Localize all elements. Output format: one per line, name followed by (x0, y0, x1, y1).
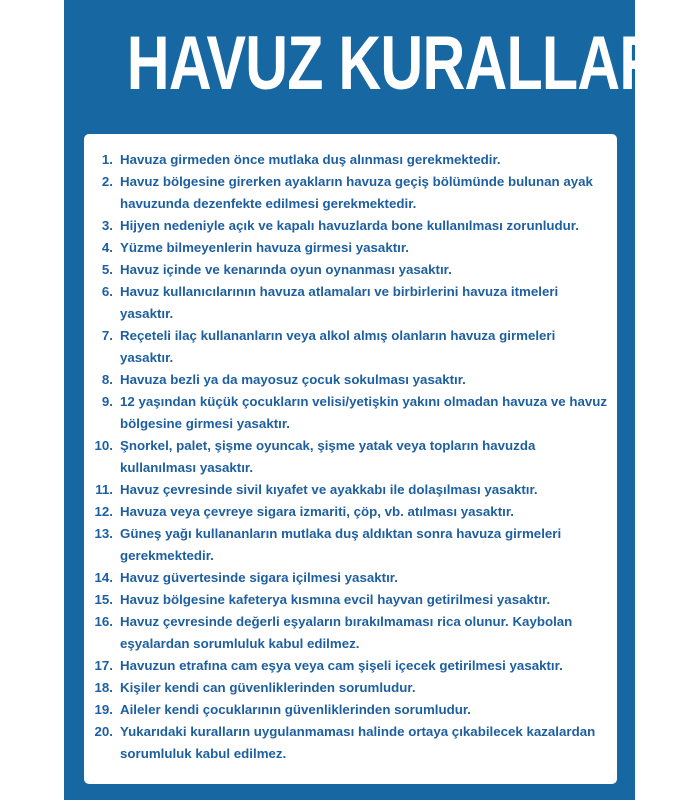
rule-number: 12. (94, 504, 113, 519)
rule-item (84, 325, 617, 369)
rule-number: 11. (95, 482, 113, 497)
rule-item (84, 435, 617, 479)
rule-text: Havuz bölgesine kafeterya kısmına evcil hayvan getirilmesi yasaktır. (120, 592, 551, 607)
rule-item (84, 611, 617, 655)
rule-item (84, 215, 617, 237)
rule-text: Havuz içinde ve kenarında oyun oynanması yasaktır. (120, 262, 452, 277)
rule-text: Reçeteli ilaç kullananların veya alkol almış olanların havuza girmeleri yasaktır. (120, 328, 556, 365)
rule-text: Yüzme bilmeyenlerin havuza girmesi yasaktır. (120, 240, 409, 255)
rule-number: 9. (101, 394, 113, 409)
rule-number: 1. (101, 152, 113, 167)
rules-panel (84, 134, 617, 784)
rule-number: 6. (101, 284, 113, 299)
rule-item (84, 721, 617, 765)
rule-number: 20. (94, 724, 113, 739)
rule-item (84, 655, 617, 677)
rule-text: Şnorkel, palet, şişme oyuncak, şişme yatak veya topların havuzda kullanılması yasaktır. (120, 438, 536, 475)
rule-number: 16. (94, 614, 113, 629)
rule-text: Yukarıdaki kuralların uygulanmaması halinde ortaya çıkabilecek kazalardan sorumluluk kabul edilmez. (120, 724, 596, 761)
rule-number: 2. (101, 174, 113, 189)
rule-text: Güneş yağı kullananların mutlaka duş aldıktan sonra havuza girmeleri gerekmektedir. (120, 526, 562, 563)
rule-text: Havuza girmeden önce mutlaka duş alınması gerekmektedir. (120, 152, 501, 167)
rule-text: Hijyen nedeniyle açık ve kapalı havuzlarda bone kullanılması zorunludur. (120, 218, 579, 233)
rule-text: Havuz çevresinde sivil kıyafet ve ayakkabı ile dolaşılması yasaktır. (120, 482, 538, 497)
rule-number: 15. (94, 592, 113, 607)
rule-number: 8. (101, 372, 113, 387)
rules-list (84, 134, 617, 765)
rule-text: Havuz kullanıcılarının havuza atlamaları ve birbirlerini havuza itmeleri yasaktır. (120, 284, 559, 321)
rule-text: Kişiler kendi can güvenliklerinden sorumludur. (120, 680, 416, 695)
rule-item (84, 259, 617, 281)
rule-text: Aileler kendi çocuklarının güvenliklerinden sorumludur. (120, 702, 471, 717)
rule-item (84, 501, 617, 523)
rule-text: Havuz çevresinde değerli eşyaların bırakılmaması rica olunur. Kaybolan eşyalardan sorumluluk kabul edilmez. (120, 614, 573, 651)
rule-number: 19. (94, 702, 113, 717)
pool-rules-sign (64, 0, 678, 800)
rule-item (84, 699, 617, 721)
sign-title: HAVUZ KURALLARI (126, 21, 678, 106)
rule-number: 14. (94, 570, 113, 585)
rule-item (84, 677, 617, 699)
rule-item (84, 589, 617, 611)
rule-text: 12 yaşından küçük çocukların velisi/yetişkin yakını olmadan havuza ve havuz bölgesine girmesi yasaktır. (120, 394, 608, 431)
rule-text: Havuza veya çevreye sigara izmariti, çöp, vb. atılması yasaktır. (120, 504, 514, 519)
rule-text: Havuzun etrafına cam eşya veya cam şişeli içecek getirilmesi yasaktır. (120, 658, 563, 673)
rule-number: 18. (94, 680, 113, 695)
rule-item (84, 523, 617, 567)
rule-item (84, 369, 617, 391)
rule-number: 5. (101, 262, 113, 277)
rule-text: Havuz güvertesinde sigara içilmesi yasaktır. (120, 570, 398, 585)
rule-number: 13. (94, 526, 113, 541)
rule-item (84, 149, 617, 171)
rule-number: 4. (101, 240, 113, 255)
rule-text: Havuz bölgesine girerken ayakların havuza geçiş bölümünde bulunan ayak havuzunda dezenfekte edilmesi gerekmektedir. (120, 174, 593, 211)
rule-item (84, 171, 617, 215)
rule-number: 10. (94, 438, 113, 453)
rule-number: 3. (101, 218, 113, 233)
rule-item (84, 281, 617, 325)
rule-text: Havuza bezli ya da mayosuz çocuk sokulması yasaktır. (120, 372, 466, 387)
rule-number: 17. (94, 658, 113, 673)
rule-item (84, 391, 617, 435)
rule-item (84, 237, 617, 259)
rule-item (84, 479, 617, 501)
rule-number: 7. (101, 328, 113, 343)
rule-item (84, 567, 617, 589)
